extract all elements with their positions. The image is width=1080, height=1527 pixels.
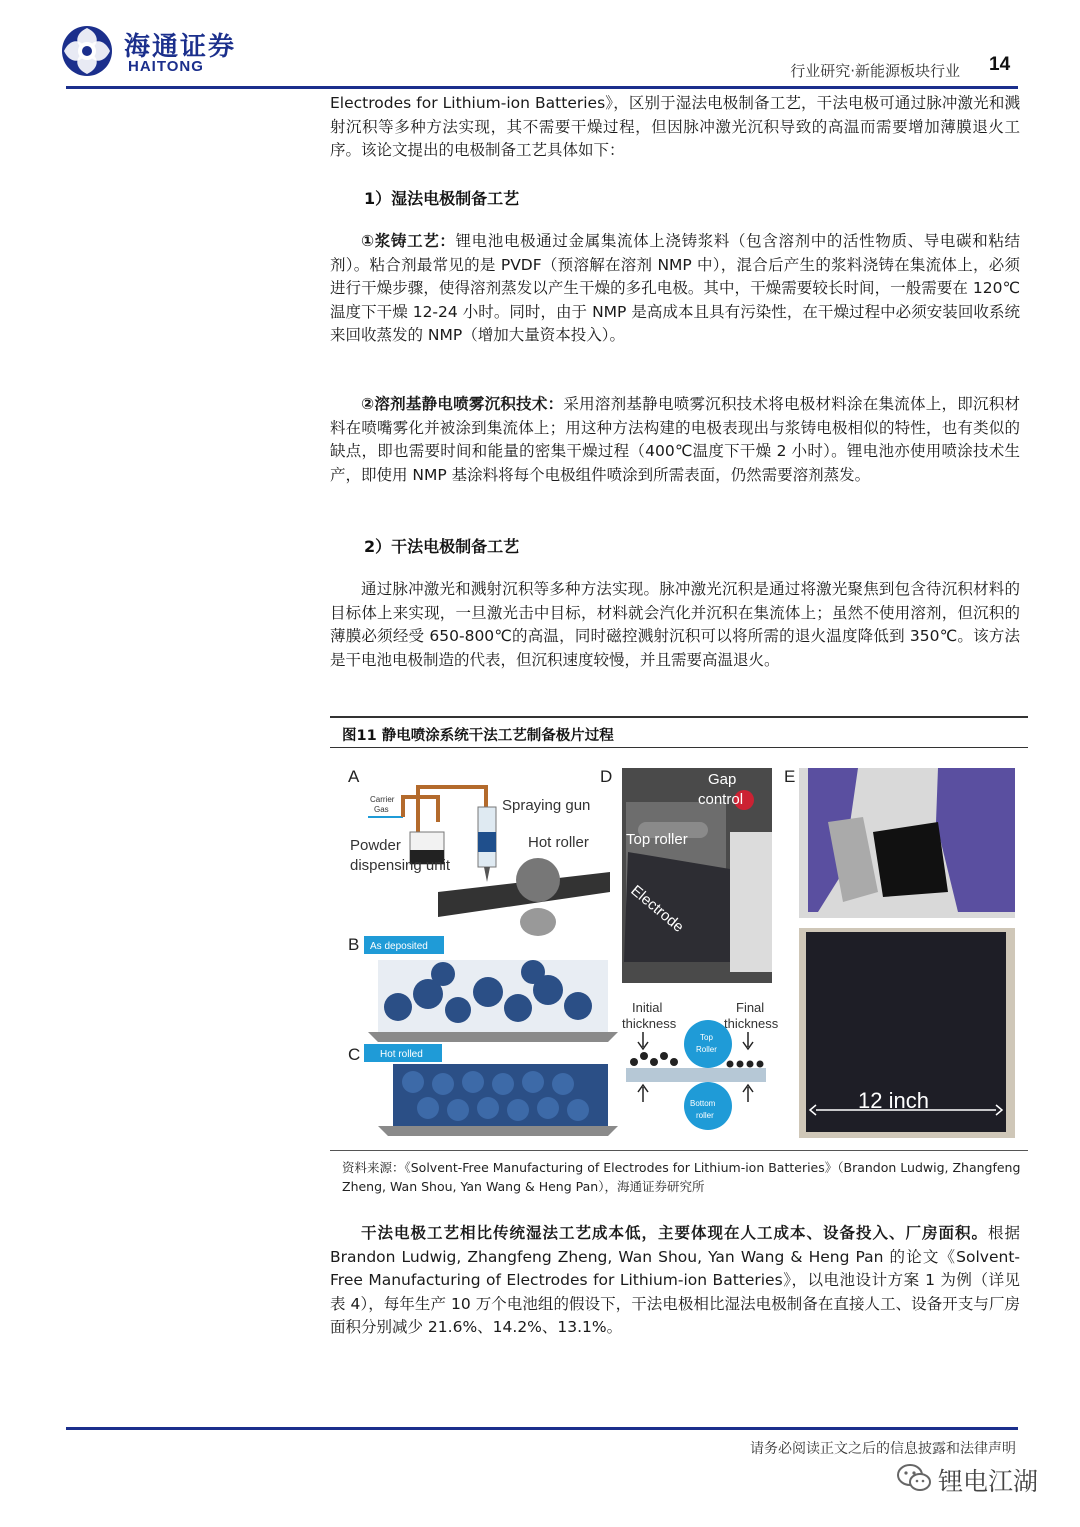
- header-section-title: 行业研究·新能源板块行业: [790, 62, 960, 80]
- final-arrow: [743, 1032, 753, 1049]
- panel-a: [348, 767, 613, 936]
- slurry-casting-paragraph: [330, 230, 1020, 348]
- bottom-roller-label-1: Bottom: [690, 1099, 716, 1108]
- hot-roller-label: Hot roller: [528, 834, 589, 851]
- gap-label-2: control: [698, 791, 744, 808]
- carrier-gas-label-1: Carrier: [370, 795, 395, 804]
- panel-b: [348, 935, 618, 1042]
- bottom-roller-label-2: roller: [696, 1111, 714, 1120]
- feed-tube: [418, 787, 486, 832]
- wet-process-heading: 1）湿法电极制备工艺: [364, 189, 520, 208]
- bottom-hot-roller: [520, 908, 556, 936]
- spraying-gun-label: Spraying gun: [502, 797, 591, 814]
- gap-label-1: Gap: [708, 771, 737, 788]
- spray-deposition-paragraph: [330, 393, 1020, 487]
- figure-caption-rule: [330, 747, 1028, 748]
- wechat-icon: [896, 1462, 932, 1494]
- conclusion-bold: 干法电极工艺相比传统湿法工艺成本低，主要体现在人工成本、设备投入、厂房面积。: [361, 1224, 988, 1242]
- schematic-sheet: [626, 1068, 766, 1082]
- as-deposited-label: As deposited: [370, 941, 428, 952]
- figure-source: 资料来源：《Solvent-Free Manufacturing of Electrodes for Lithium-ion Batteries》（Brandon Ludwig, Zhangfeng Zheng, Wan Shou, Yan Wang & Heng Pan），海通证券研究所: [342, 1160, 1021, 1194]
- panel-e-label: E: [784, 767, 796, 786]
- conclusion-text: 根据 Brandon Ludwig, Zhangfeng Zheng, Wan Shou, Yan Wang & Heng Pan 的论文《Solvent-Free Manufacturing of Electrodes for Lithium-ion Batteries》，以电池设计方案 1 为例（详见表 4），每年生产 10 万个电池组的假设下，干法电极相比湿法电极制备在直接人工、设备开支与厂房面积分别减少 21.6%、14.2%、13.1%。: [330, 1224, 1020, 1337]
- figure-top-rule: [330, 716, 1028, 718]
- brand-name-en: HAITONG: [128, 58, 204, 75]
- carrier-gas-label-2: Gas: [374, 805, 389, 814]
- top-roller-small-2: Roller: [696, 1045, 717, 1054]
- panel-d-schematic: [622, 1000, 779, 1130]
- spray-gun-band: [478, 832, 496, 852]
- page-number: 14: [989, 54, 1011, 75]
- initial-arrow: [638, 1032, 648, 1049]
- top-roller-small-1: Top: [700, 1033, 713, 1042]
- watermark: 锂电江湖: [938, 1467, 1039, 1496]
- initial-label-1: Initial: [632, 1000, 663, 1015]
- spray-deposition-text: 采用溶剂基静电喷雾沉积技术将电极材料涂在集流体上，即沉积材料在喷嘴雾化并被涂到集流体上；用这种方法构建的电极表现出与浆铸电极相似的特性，也有类似的缺点，即也需要时间和能量的密集干燥过程（400℃温度下干燥 2 小时）。锂电池亦使用喷涂技术生产，即使用 NMP 基涂料将每个电极组件喷涂到所需表面，仍然需要溶剂蒸发。: [330, 395, 1020, 484]
- footer-divider: [66, 1427, 1018, 1430]
- powder-label-2: dispensing unit: [350, 857, 451, 874]
- brand-name-cn: 海通证券: [124, 32, 237, 62]
- figure-caption: 图11 静电喷涂系统干法工艺制备极片过程: [342, 728, 614, 744]
- electrode-label: Electrode: [627, 882, 687, 936]
- final-label-2: thickness: [724, 1016, 779, 1031]
- final-up-arrow: [743, 1085, 753, 1102]
- header-divider: [66, 86, 1018, 89]
- footer-disclaimer: 请务必阅读正文之后的信息披露和法律声明: [750, 1441, 1016, 1457]
- figure-bottom-rule: [330, 1150, 1028, 1151]
- haitong-logo-icon: [60, 24, 114, 78]
- dry-process-figure: [338, 762, 1022, 1142]
- as-deposited-substrate: [368, 1032, 618, 1042]
- panel-a-label: A: [348, 767, 360, 786]
- spray-nozzle: [484, 867, 490, 882]
- top-hot-roller: [516, 858, 560, 902]
- slurry-casting-title: ①浆铸工艺：: [361, 232, 456, 250]
- photo-machine-side: [730, 832, 772, 972]
- panel-c: [348, 1044, 618, 1136]
- initial-up-arrow: [638, 1085, 648, 1102]
- panel-c-label: C: [348, 1045, 361, 1064]
- panel-d-label: D: [600, 767, 613, 786]
- conclusion-paragraph: [330, 1222, 1020, 1340]
- initial-label-2: thickness: [622, 1016, 677, 1031]
- panel-d: [600, 767, 772, 983]
- top-roller-label: Top roller: [626, 831, 688, 848]
- gas-tube: [403, 797, 438, 822]
- powder-label-1: Powder: [350, 837, 401, 854]
- hot-rolled-label: Hot rolled: [380, 1049, 423, 1060]
- panel-e: [784, 767, 1015, 1138]
- dry-process-paragraph: 通过脉冲激光和溅射沉积等多种方法实现。脉冲激光沉积是通过将激光聚焦到包含待沉积材料的目标体上来实现，一旦激光击中目标，材料就会汽化并沉积在集流体上；虽然不使用溶剂，但沉积的薄膜必须经受 650-800℃的高温，同时磁控溅射沉积可以将所需的退火温度降低到 350℃。该方法是干电池电极制造的代表，但沉积速度较慢，并且需要高温退火。: [330, 580, 1020, 669]
- electrode-strip: [873, 822, 948, 897]
- final-label-1: Final: [736, 1000, 765, 1015]
- intro-paragraph: Electrodes for Lithium-ion Batteries》，区别于湿法电极制备工艺，干法电极可通过脉冲激光和溅射沉积等多种方法实现，其不需要干燥过程，但因脉冲激光沉积导致的高温而需要增加薄膜退火工序。该论文提出的电极制备工艺具体如下：: [330, 94, 1020, 160]
- twelve-inch-label: 12 inch: [858, 1088, 929, 1113]
- panel-b-label: B: [348, 935, 360, 954]
- dry-process-heading: 2）干法电极制备工艺: [364, 537, 520, 556]
- slurry-casting-text: 锂电池电极通过金属集流体上浇铸浆料（包含溶剂中的活性物质、导电碳和粘结剂）。粘合剂最常见的是 PVDF（预溶解在溶剂 NMP 中），混合后产生的浆料浇铸在集流体上，必须进行干燥步骤，使得溶剂蒸发以产生干燥的多孔电极。其中，干燥需要较长时间，一般需要在 120℃温度下干燥 12-24 小时。同时，由于 NMP 是高成本且具有污染性，在干燥过程中必须安装回收系统来回收蒸发的 NMP（增加大量资本投入）。: [330, 232, 1020, 345]
- hot-rolled-substrate: [378, 1126, 618, 1136]
- spray-deposition-title: ②溶剂基静电喷雾沉积技术：: [361, 395, 564, 413]
- schematic-top-roller: [684, 1020, 732, 1068]
